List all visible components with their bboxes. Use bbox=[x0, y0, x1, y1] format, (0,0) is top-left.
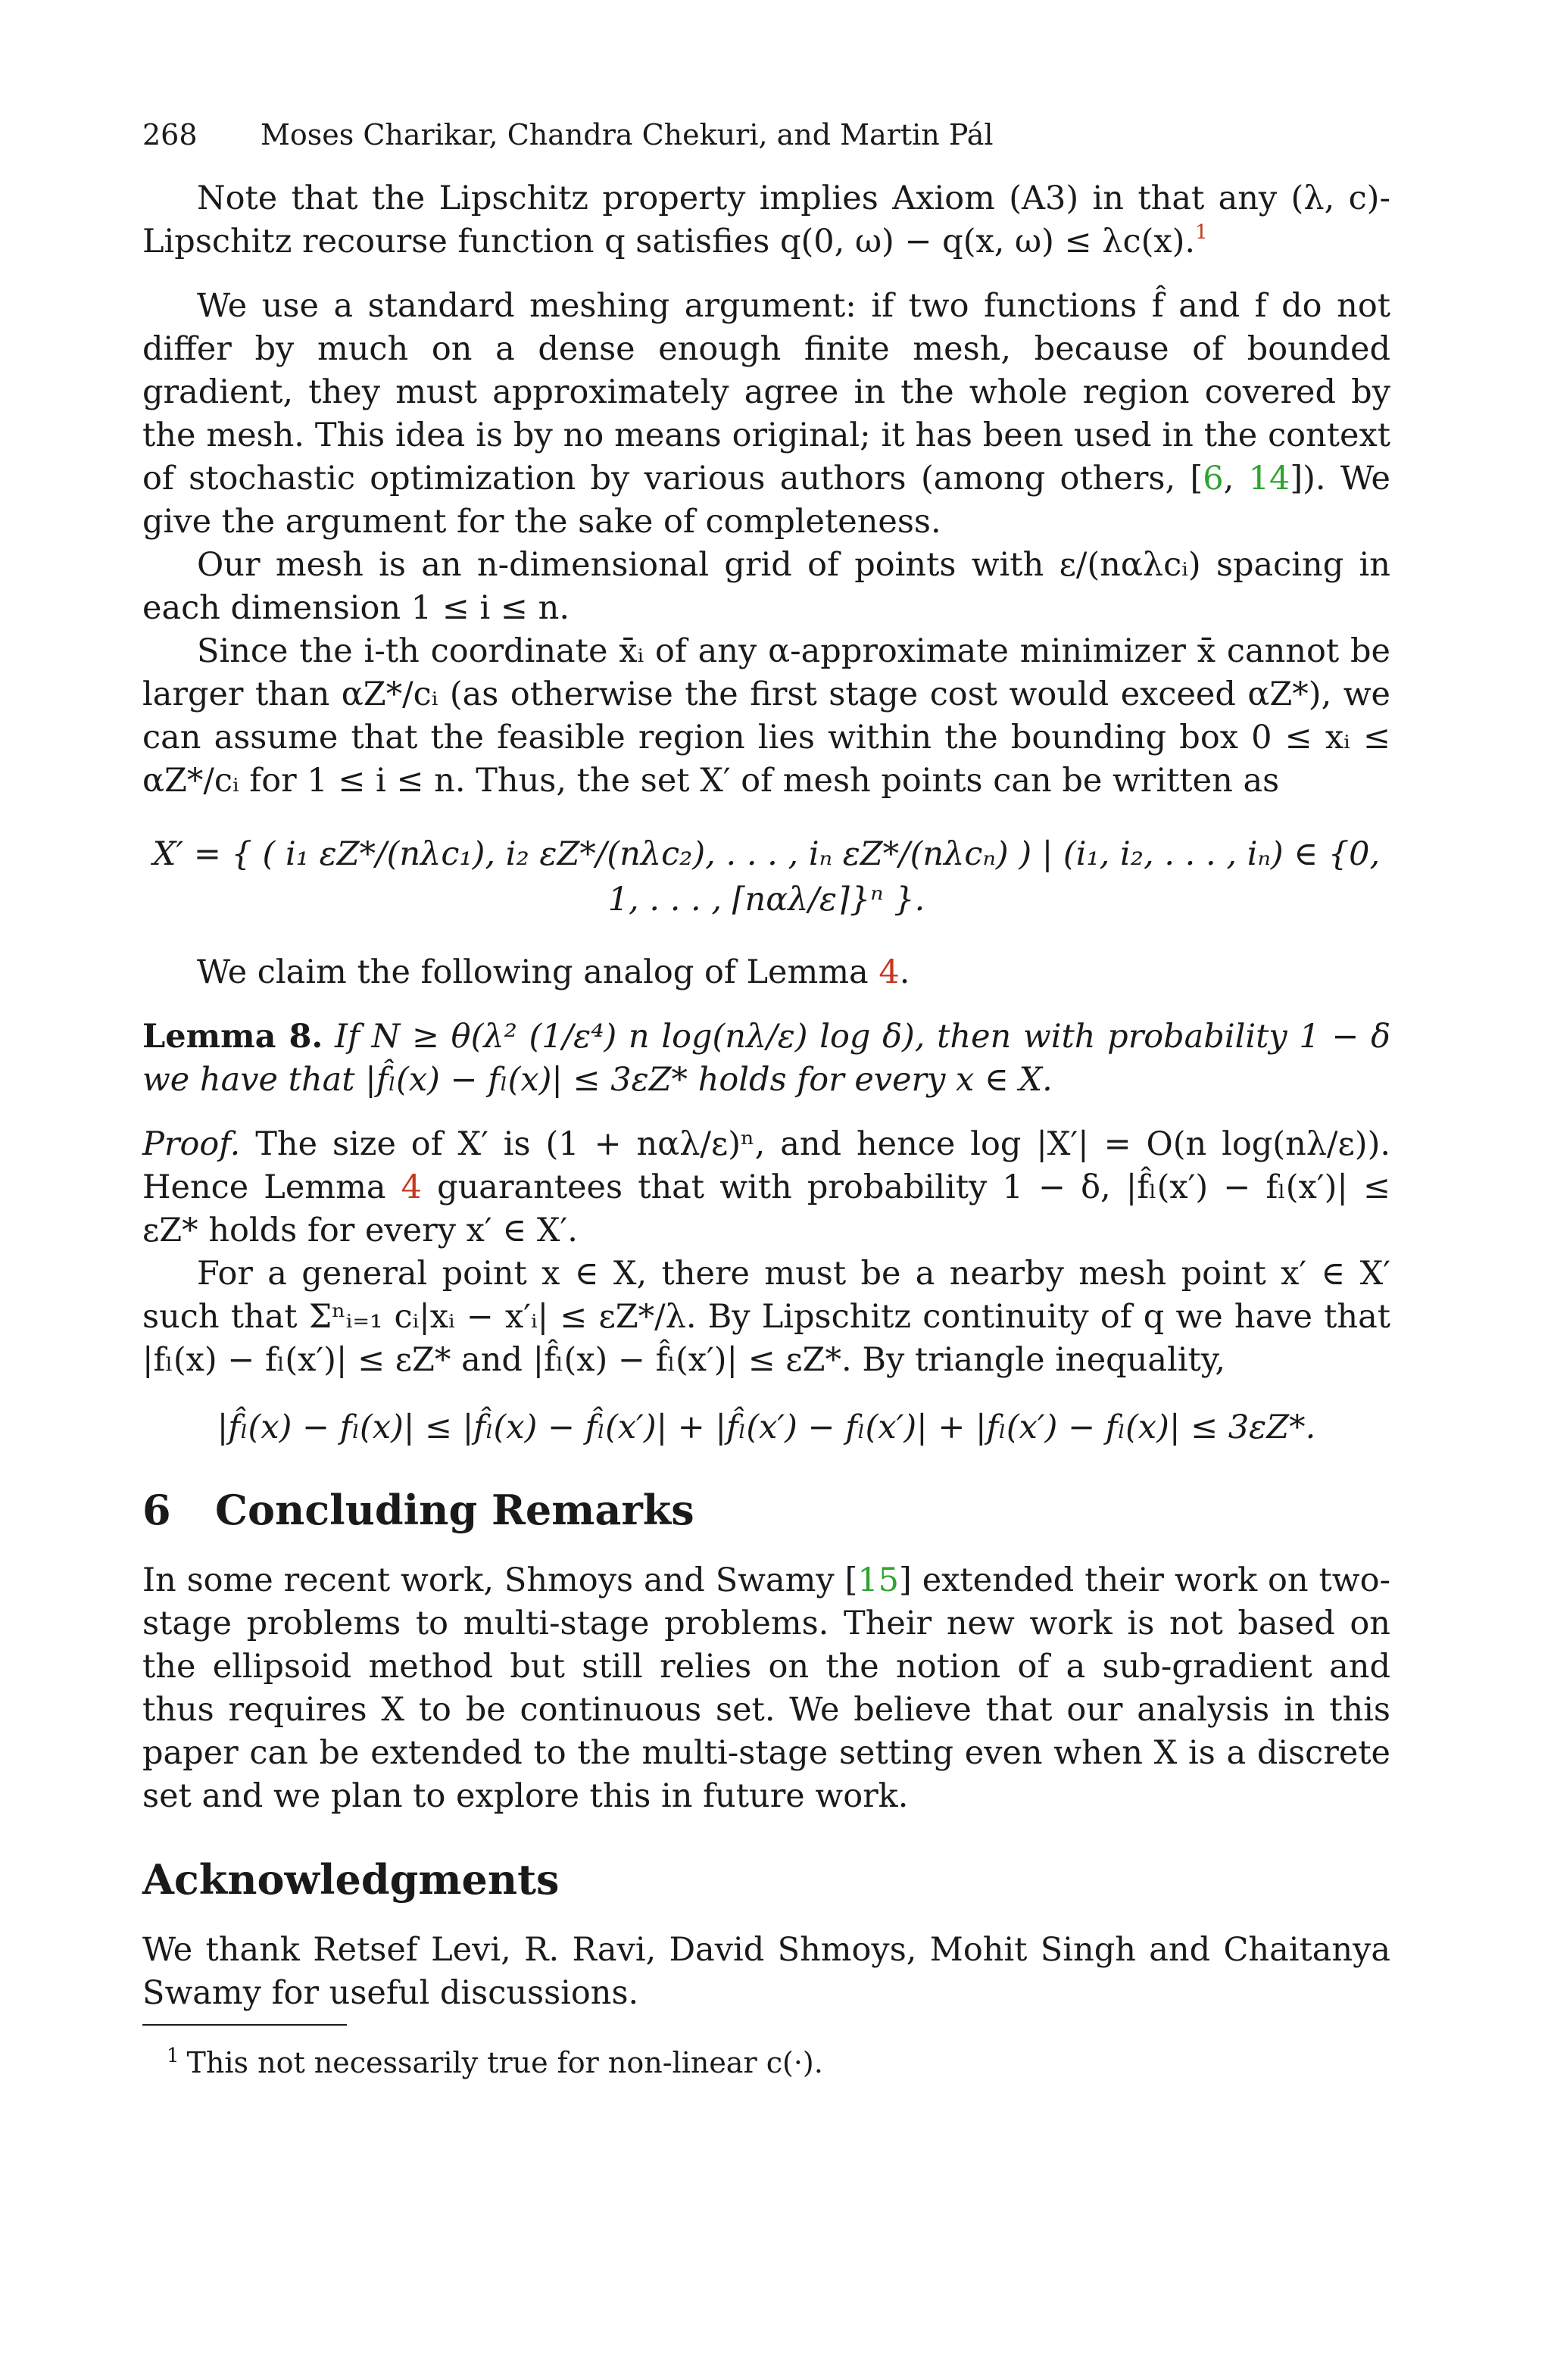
footnote-ref[interactable]: 1 bbox=[1195, 221, 1208, 244]
lemma-8 bbox=[142, 1015, 1390, 1102]
paragraph-text: Note that the Lipschitz property implies Axiom (A3) in that any (λ, c)-Lipschitz recourse function q satisfies q(0, ω) − q(x, ω) ≤ λc(x). bbox=[142, 179, 1390, 260]
ack-heading: Acknowledgments bbox=[142, 1855, 560, 1904]
footnote-rule bbox=[142, 2024, 347, 2026]
paragraph-claim bbox=[142, 951, 1390, 994]
equation-mesh-set: X′ = { ( i₁ εZ*/(nλc₁), i₂ εZ*/(nλc₂), . . . , iₙ εZ*/(nλcₙ) ) | (i₁, i₂, . . . , iₙ) ∈ {0, 1, . . . , ⌈nαλ/ε⌉}ⁿ }. bbox=[152, 835, 1381, 919]
paragraph-lipschitz bbox=[142, 177, 1390, 264]
paragraph-concluding bbox=[142, 1559, 1390, 1818]
paragraph-meshing bbox=[142, 285, 1390, 544]
footnote bbox=[142, 2036, 1390, 2082]
page-number: 268 bbox=[142, 118, 198, 151]
lemma-statement: If N ≥ θ(λ² (1/ε⁴) n log(nλ/ε) log δ), then with probability 1 − δ we have that |f̂ₗ(x) − fₗ(x)| ≤ 3εZ* holds for every x ∈ X. bbox=[142, 1018, 1391, 1099]
paragraph-general-point: For a general point x ∈ X, there must be a nearby mesh point x′ ∈ X′ such that Σⁿᵢ₌₁ cᵢ|xᵢ − x′ᵢ| ≤ εZ*/λ. By Lipschitz continuity of q we have that |fₗ(x) − fₗ(x′)| ≤ εZ* and |f̂ₗ(x) − f̂ₗ(x′)| ≤ εZ*. By triangle inequality, bbox=[142, 1255, 1390, 1379]
proof bbox=[142, 1123, 1390, 1252]
paragraph-text: ] extended their work on two-stage problems to multi-stage problems. Their new work is not based on the ellipsoid method but still relies on the notion of a sub-gradient and thus requires X to be continuous set. We believe that our analysis in this paper can be extended to the multi-stage setting even when X is a discrete set and we plan to explore this in future work. bbox=[142, 1561, 1390, 1815]
section-heading bbox=[142, 1483, 1390, 1536]
section-number: 6 bbox=[142, 1486, 171, 1534]
citation-separator: , bbox=[1223, 460, 1249, 498]
section-title: Concluding Remarks bbox=[215, 1486, 694, 1534]
lemma-ref-4[interactable]: 4 bbox=[878, 953, 900, 991]
equation-triangle: |f̂ₗ(x) − fₗ(x)| ≤ |f̂ₗ(x) − f̂ₗ(x′)| + |f̂ₗ(x′) − fₗ(x′)| + |fₗ(x′) − fₗ(x)| ≤ 3εZ*. bbox=[217, 1408, 1316, 1446]
citation-14[interactable]: 14 bbox=[1248, 460, 1290, 498]
citation-15[interactable]: 15 bbox=[857, 1561, 900, 1599]
paragraph-mesh-grid: Our mesh is an n-dimensional grid of points with ε/(nαλcᵢ) spacing in each dimension 1 ≤ i ≤ n. bbox=[142, 546, 1390, 627]
paragraph-ack: We thank Retsef Levi, R. Ravi, David Shmoys, Mohit Singh and Chaitanya Swamy for useful discussions. bbox=[142, 1931, 1390, 2012]
paragraph-text: We claim the following analog of Lemma bbox=[197, 953, 879, 991]
footnote-mark: 1 bbox=[167, 2045, 179, 2067]
citation-6[interactable]: 6 bbox=[1203, 460, 1224, 498]
paragraph-bounding-box: Since the i-th coordinate x̄ᵢ of any α-approximate minimizer x̄ cannot be larger than αZ*/cᵢ (as otherwise the first stage cost would exceed αZ*), we can assume that the feasible region lies within the bounding box 0 ≤ xᵢ ≤ αZ*/cᵢ for 1 ≤ i ≤ n. Thus, the set X′ of mesh points can be written as bbox=[142, 632, 1390, 800]
page bbox=[142, 114, 1390, 2082]
paragraph-text: In some recent work, Shmoys and Swamy [ bbox=[142, 1561, 858, 1599]
paragraph-text: guarantees that with probability 1 − δ, |f̂ₗ(x′) − fₗ(x′)| ≤ εZ* holds for every x′ ∈ X′. bbox=[142, 1168, 1390, 1249]
paragraph-text: . bbox=[899, 953, 910, 991]
running-header bbox=[142, 114, 1390, 156]
proof-heading: Proof. bbox=[142, 1125, 241, 1163]
paragraph-text: ]). We give the argument for the sake of completeness. bbox=[142, 460, 1391, 541]
footnote-text: This not necessarily true for non-linear c(·). bbox=[186, 2046, 823, 2079]
paragraph-text: We use a standard meshing argument: if two functions f̂ and f do not differ by much on a dense enough finite mesh, because of bounded gradient, they must approximately agree in the whole region covered by the mesh. This idea is by no means original; it has been used in the context of stochastic optimization by various authors (among others, [ bbox=[142, 287, 1390, 498]
header-authors: Moses Charikar, Chandra Chekuri, and Martin Pál bbox=[261, 118, 994, 151]
lemma-ref-4[interactable]: 4 bbox=[401, 1168, 422, 1206]
paragraph-text: The size of X′ is (1 + nαλ/ε)ⁿ, and hence log |X′| = O(n log(nλ/ε)). Hence Lemma bbox=[142, 1125, 1391, 1206]
lemma-heading: Lemma 8. bbox=[142, 1018, 323, 1056]
